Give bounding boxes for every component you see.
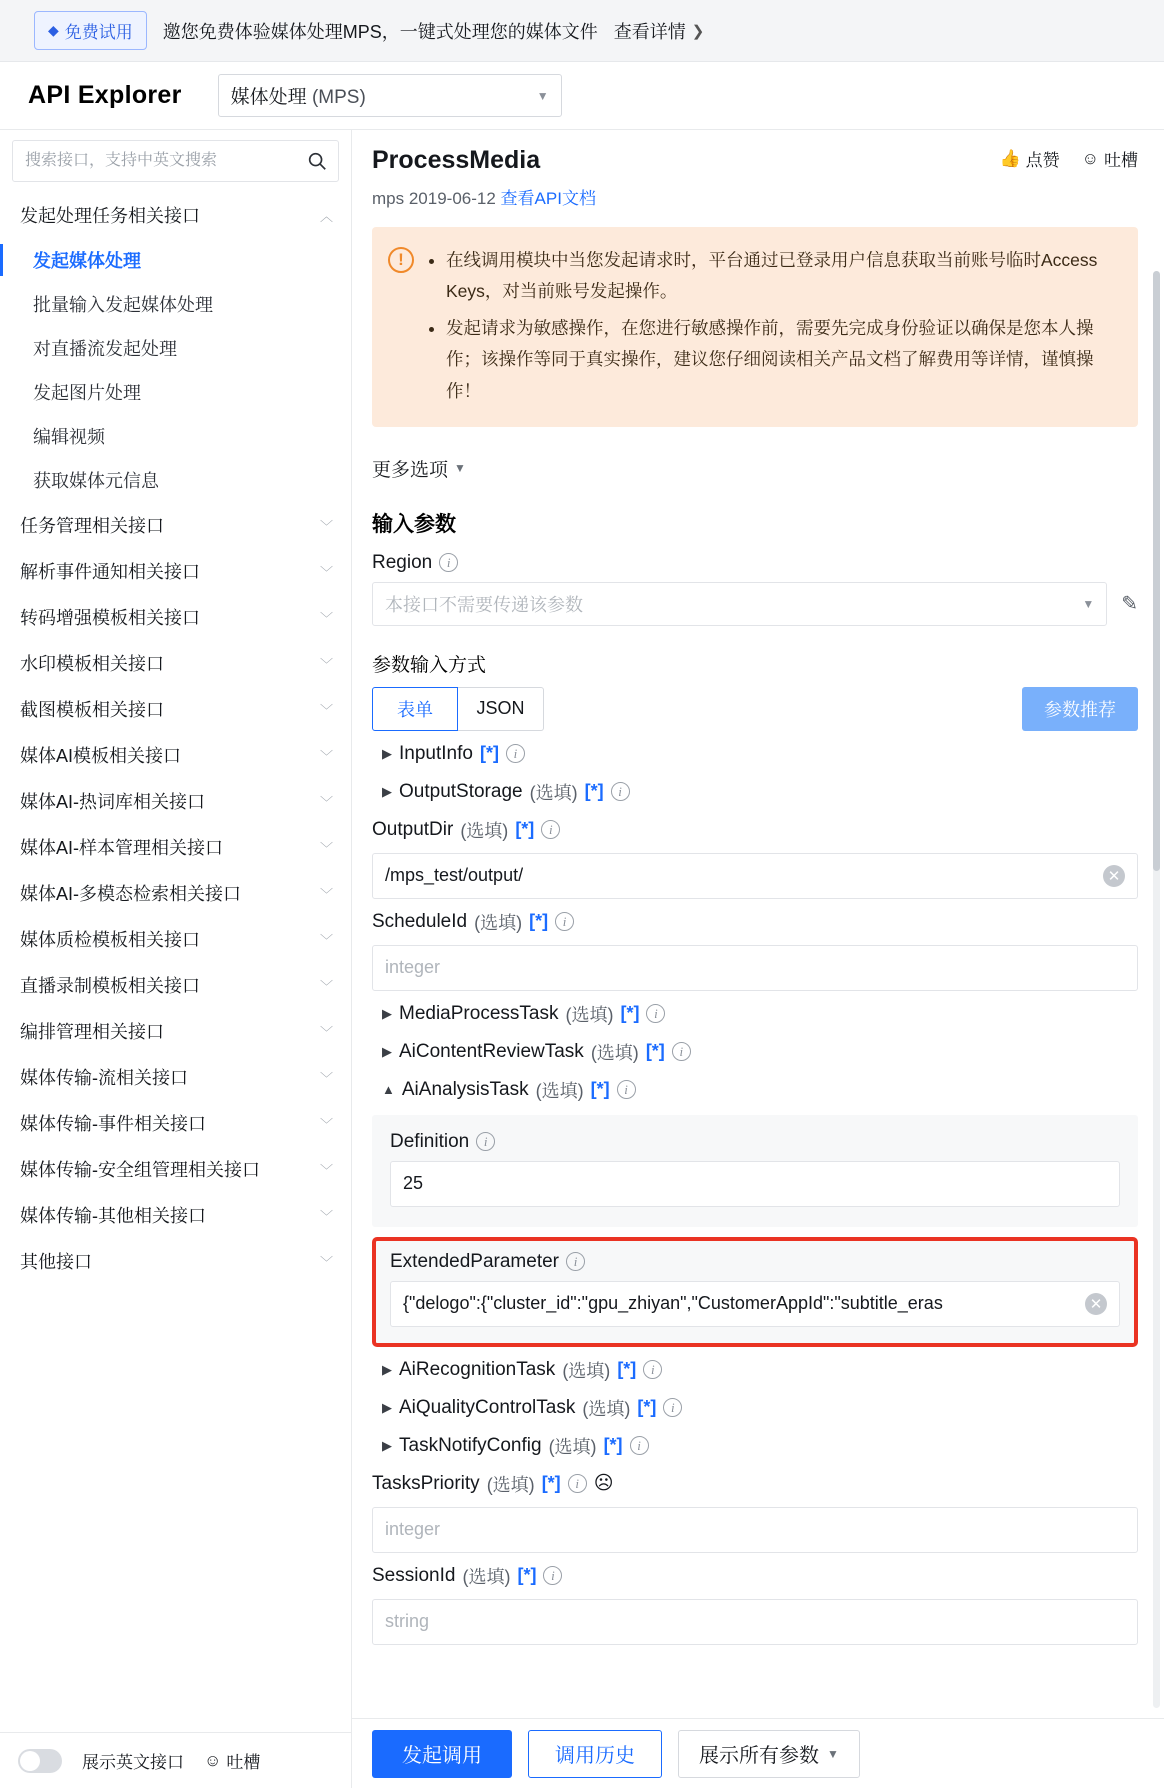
triangle-right-icon: ▶ bbox=[382, 1437, 392, 1453]
promo-text: 邀您免费体验媒体处理MPS，一键式处理您的媒体文件 bbox=[162, 21, 598, 42]
sidebar-item-label: 获取媒体元信息 bbox=[33, 471, 159, 491]
droplet-icon: ◆ bbox=[48, 22, 59, 38]
outputdir-input[interactable] bbox=[372, 853, 1138, 899]
sidebar-group-7[interactable] bbox=[0, 778, 351, 824]
feedback-label: 吐槽 bbox=[1104, 151, 1138, 170]
info-icon[interactable]: i bbox=[476, 1132, 495, 1151]
param-optional: (选填) bbox=[562, 1360, 611, 1381]
info-icon[interactable]: i bbox=[646, 1004, 665, 1023]
param-scheduleid-label-row bbox=[372, 907, 1138, 937]
app-header bbox=[0, 62, 1164, 130]
required-marker: [*] bbox=[584, 781, 604, 802]
definition-input[interactable] bbox=[390, 1161, 1120, 1207]
page-title: API Explorer bbox=[28, 81, 182, 109]
sidebar-group-label: 媒体传输-其他相关接口 bbox=[20, 1206, 206, 1226]
chevron-down-icon: ﹀ bbox=[319, 518, 333, 534]
chevron-down-icon: ﹀ bbox=[319, 840, 333, 856]
triangle-down-icon: ▲ bbox=[382, 1082, 395, 1098]
param-optional: (选填) bbox=[565, 1004, 614, 1025]
chevron-down-icon: ▼ bbox=[1082, 596, 1095, 611]
sidebar-group-label: 截图模板相关接口 bbox=[20, 700, 164, 720]
api-doc-link[interactable]: 查看API文档 bbox=[500, 189, 596, 208]
param-label: OutputStorage bbox=[399, 780, 523, 802]
param-label: SessionId bbox=[372, 1564, 456, 1586]
sidebar-item-describe-media-metadata[interactable] bbox=[0, 458, 351, 502]
definition-label-row bbox=[390, 1131, 1120, 1153]
triangle-right-icon: ▶ bbox=[382, 1005, 392, 1021]
sidebar bbox=[0, 130, 352, 1788]
required-marker: [*] bbox=[541, 1473, 561, 1494]
required-marker: [*] bbox=[529, 911, 549, 932]
sidebar-group-label: 编排管理相关接口 bbox=[20, 1022, 164, 1042]
show-all-params-button[interactable] bbox=[678, 1730, 860, 1778]
triangle-right-icon: ▶ bbox=[382, 1043, 392, 1059]
required-marker: [*] bbox=[620, 1003, 640, 1024]
param-label: OutputDir bbox=[372, 818, 454, 840]
api-service-version: mps 2019-06-12 bbox=[372, 189, 496, 208]
required-marker: [*] bbox=[603, 1435, 623, 1456]
sidebar-group-label: 直播录制模板相关接口 bbox=[20, 976, 200, 996]
promo-badge-label: 免费试用 bbox=[64, 23, 133, 42]
chevron-down-icon: ﹀ bbox=[319, 886, 333, 902]
sidebar-group-label: 媒体质检模板相关接口 bbox=[20, 930, 200, 950]
sidebar-group-8[interactable] bbox=[0, 824, 351, 870]
scheduleid-placeholder: integer bbox=[385, 957, 441, 978]
smiley-icon: ☺ bbox=[1081, 148, 1099, 168]
param-optional: (选填) bbox=[548, 1436, 597, 1457]
chevron-down-icon: ﹀ bbox=[319, 564, 333, 580]
aianalysistask-body bbox=[372, 1115, 1138, 1227]
param-label: ScheduleId bbox=[372, 910, 468, 932]
param-label: AiQualityControlTask bbox=[399, 1396, 576, 1418]
english-api-toggle[interactable] bbox=[18, 1749, 62, 1773]
param-tasknotifyconfig[interactable] bbox=[372, 1431, 1138, 1461]
sidebar-group-14[interactable] bbox=[0, 1100, 351, 1146]
submit-button[interactable]: 发起调用 bbox=[372, 1730, 512, 1778]
sidebar-group-0[interactable] bbox=[0, 192, 351, 238]
taskspriority-input[interactable] bbox=[372, 1507, 1138, 1553]
region-row bbox=[372, 582, 1138, 626]
param-outputstorage[interactable] bbox=[372, 777, 1138, 807]
sidebar-group-label: 任务管理相关接口 bbox=[20, 516, 164, 536]
sidebar-group-10[interactable] bbox=[0, 916, 351, 962]
smiley-icon: ☺ bbox=[204, 1750, 222, 1770]
search-box[interactable] bbox=[12, 140, 339, 182]
sidebar-item-process-media[interactable] bbox=[0, 238, 351, 282]
extendedparameter-value: {"delogo":{"cluster_id":"gpu_zhiyan","CustomerAppId":"subtitle_eras bbox=[403, 1293, 943, 1314]
tab-json[interactable]: JSON bbox=[458, 687, 544, 731]
param-optional: (选填) bbox=[529, 782, 578, 803]
product-select-value: 媒体处理 bbox=[230, 87, 307, 108]
sidebar-item-label: 发起图片处理 bbox=[33, 383, 141, 403]
alert-item-2: • 发起请求为敏感操作，在您进行敏感操作前，需要先完成身份验证以确保是您本人操作；该操作等同于真实操作，建议您仔细阅读相关产品文档了解费用等详情，谨慎操作！ bbox=[446, 313, 1118, 406]
info-icon[interactable]: i bbox=[555, 912, 574, 931]
sidebar-group-5[interactable] bbox=[0, 686, 351, 732]
triangle-right-icon: ▶ bbox=[382, 1399, 392, 1415]
sidebar-feedback-button[interactable] bbox=[204, 1748, 260, 1773]
param-label: AiContentReviewTask bbox=[399, 1040, 584, 1062]
info-icon[interactable]: i bbox=[566, 1252, 585, 1271]
required-marker: [*] bbox=[617, 1359, 637, 1380]
sidebar-item-live-stream-process[interactable] bbox=[0, 326, 351, 370]
param-aiqualitycontroltask[interactable] bbox=[372, 1393, 1138, 1423]
input-params-title: 输入参数 bbox=[372, 512, 456, 536]
sidebar-group-6[interactable] bbox=[0, 732, 351, 778]
sidebar-search-wrap bbox=[0, 130, 351, 190]
promo-banner bbox=[0, 0, 1164, 62]
chevron-down-icon: ﹀ bbox=[319, 1116, 333, 1132]
sidebar-item-edit-media[interactable] bbox=[0, 414, 351, 458]
sidebar-group-4[interactable] bbox=[0, 640, 351, 686]
triangle-right-icon: ▶ bbox=[382, 783, 392, 799]
triangle-right-icon: ▶ bbox=[382, 745, 392, 761]
info-icon[interactable]: i bbox=[543, 1566, 562, 1585]
sidebar-item-batch-process-media[interactable] bbox=[0, 282, 351, 326]
chevron-up-icon: ︿ bbox=[319, 208, 333, 224]
triangle-right-icon: ▶ bbox=[382, 1361, 392, 1377]
sidebar-item-label: 对直播流发起处理 bbox=[33, 339, 177, 359]
outputdir-value: /mps_test/output/ bbox=[385, 865, 524, 886]
param-mediaprocesstask[interactable] bbox=[372, 999, 1138, 1029]
scrollbar-thumb[interactable] bbox=[1153, 271, 1160, 871]
sessionid-input[interactable] bbox=[372, 1599, 1138, 1645]
sessionid-placeholder: string bbox=[385, 1611, 430, 1632]
sidebar-group-17[interactable] bbox=[0, 1238, 351, 1284]
required-marker: [*] bbox=[637, 1397, 657, 1418]
sidebar-feedback-label: 吐槽 bbox=[226, 1753, 261, 1772]
chevron-down-icon: ﹀ bbox=[319, 702, 333, 718]
like-button[interactable] bbox=[999, 146, 1059, 171]
param-outputdir-label-row bbox=[372, 815, 1138, 845]
chevron-down-icon: ﹀ bbox=[319, 1254, 333, 1270]
info-icon[interactable]: i bbox=[630, 1436, 649, 1455]
param-label: TaskNotifyConfig bbox=[399, 1434, 542, 1456]
edit-icon[interactable]: ✎ bbox=[1121, 593, 1138, 616]
param-optional: (选填) bbox=[486, 1474, 535, 1495]
sidebar-item-label: 批量输入发起媒体处理 bbox=[33, 295, 213, 315]
clear-icon[interactable]: ✕ bbox=[1085, 1293, 1107, 1315]
history-button[interactable]: 调用历史 bbox=[528, 1730, 662, 1778]
api-name: ProcessMedia bbox=[372, 146, 541, 174]
info-icon[interactable]: i bbox=[506, 744, 525, 763]
sidebar-group-9[interactable] bbox=[0, 870, 351, 916]
product-select[interactable] bbox=[218, 74, 562, 117]
english-api-toggle-label: 展示英文接口 bbox=[82, 1753, 184, 1772]
search-icon bbox=[306, 150, 328, 172]
region-label-row bbox=[372, 552, 1138, 574]
region-label: Region bbox=[372, 551, 433, 573]
param-sessionid-label-row bbox=[372, 1561, 1138, 1591]
chevron-down-icon: ﹀ bbox=[319, 932, 333, 948]
param-optional: (选填) bbox=[535, 1080, 584, 1101]
param-optional: (选填) bbox=[590, 1042, 639, 1063]
sidebar-nav bbox=[0, 190, 351, 1732]
promo-link-label: 查看详情 bbox=[613, 21, 686, 42]
chevron-down-icon: ﹀ bbox=[319, 1208, 333, 1224]
sidebar-group-label: 发起处理任务相关接口 bbox=[20, 206, 200, 226]
chevron-right-icon: ❯ bbox=[691, 22, 705, 40]
info-icon[interactable]: i bbox=[439, 553, 458, 572]
sidebar-group-2[interactable] bbox=[0, 548, 351, 594]
extendedparameter-label: ExtendedParameter bbox=[390, 1250, 559, 1272]
sidebar-item-label: 编辑视频 bbox=[33, 427, 105, 447]
sidebar-group-label: 媒体传输-事件相关接口 bbox=[20, 1114, 206, 1134]
product-select-code: (MPS) bbox=[311, 87, 366, 108]
info-icon[interactable]: i bbox=[643, 1360, 662, 1379]
alert-item-1: • 在线调用模块中当您发起请求时，平台通过已登录用户信息获取当前账号临时Access Keys，对当前账号发起操作。 bbox=[446, 245, 1118, 307]
scheduleid-input[interactable] bbox=[372, 945, 1138, 991]
chevron-down-icon: ▼ bbox=[827, 1746, 839, 1761]
param-label: TasksPriority bbox=[372, 1472, 480, 1494]
more-options-toggle[interactable] bbox=[372, 455, 1138, 482]
sidebar-group-11[interactable] bbox=[0, 962, 351, 1008]
notice-alert bbox=[372, 227, 1138, 427]
sidebar-group-12[interactable] bbox=[0, 1008, 351, 1054]
param-label: AiRecognitionTask bbox=[399, 1358, 556, 1380]
search-input[interactable] bbox=[23, 151, 306, 171]
chevron-down-icon: ﹀ bbox=[319, 1024, 333, 1040]
sidebar-group-label: 媒体AI-多模态检索相关接口 bbox=[20, 884, 241, 904]
sidebar-footer bbox=[0, 1732, 351, 1788]
action-bar bbox=[352, 1718, 1164, 1788]
param-aianalysistask[interactable] bbox=[372, 1075, 1138, 1105]
info-icon[interactable]: i bbox=[672, 1042, 691, 1061]
required-marker: [*] bbox=[517, 1565, 537, 1586]
param-label: MediaProcessTask bbox=[399, 1002, 559, 1024]
chevron-down-icon: ▼ bbox=[536, 88, 549, 103]
promo-detail-link[interactable] bbox=[614, 18, 705, 44]
definition-label: Definition bbox=[390, 1130, 470, 1152]
extendedparameter-highlight bbox=[372, 1237, 1138, 1347]
chevron-down-icon: ﹀ bbox=[319, 610, 333, 626]
info-icon[interactable]: i bbox=[541, 820, 560, 839]
info-icon[interactable]: i bbox=[568, 1474, 587, 1493]
sidebar-group-label: 媒体AI-样本管理相关接口 bbox=[20, 838, 223, 858]
show-all-params-label: 展示所有参数 bbox=[699, 1745, 819, 1767]
info-icon[interactable]: i bbox=[663, 1398, 682, 1417]
param-aicontentreviewtask[interactable] bbox=[372, 1037, 1138, 1067]
sad-face-icon: ☹ bbox=[593, 1473, 614, 1495]
param-mode-row bbox=[372, 687, 1138, 731]
param-mode-tabs bbox=[372, 687, 544, 731]
required-marker: [*] bbox=[590, 1079, 610, 1100]
app-body bbox=[0, 130, 1164, 1788]
thumbs-up-icon: 👍 bbox=[999, 148, 1021, 168]
param-airecognitiontask[interactable] bbox=[372, 1355, 1138, 1385]
chevron-down-icon: ﹀ bbox=[319, 748, 333, 764]
chevron-down-icon: ﹀ bbox=[319, 794, 333, 810]
chevron-down-icon: ﹀ bbox=[319, 1162, 333, 1178]
tab-form[interactable]: 表单 bbox=[372, 687, 458, 731]
clear-icon[interactable]: ✕ bbox=[1103, 865, 1125, 887]
param-recommend-button[interactable]: 参数推荐 bbox=[1022, 687, 1138, 731]
extendedparameter-label-row bbox=[390, 1251, 1120, 1273]
param-taskspriority-label-row bbox=[372, 1469, 1138, 1499]
api-meta bbox=[372, 184, 596, 209]
info-icon[interactable]: i bbox=[611, 782, 630, 801]
like-label: 点赞 bbox=[1025, 151, 1060, 170]
sidebar-group-label: 媒体传输-安全组管理相关接口 bbox=[20, 1160, 260, 1180]
required-marker: [*] bbox=[645, 1041, 665, 1062]
info-icon[interactable]: i bbox=[617, 1080, 636, 1099]
param-optional: (选填) bbox=[460, 820, 509, 841]
definition-value: 25 bbox=[403, 1173, 424, 1194]
param-optional: (选填) bbox=[474, 912, 523, 933]
sidebar-group-13[interactable] bbox=[0, 1054, 351, 1100]
main-panel bbox=[352, 130, 1164, 1788]
param-mode-label: 参数输入方式 bbox=[372, 654, 487, 676]
param-label: AiAnalysisTask bbox=[401, 1078, 529, 1100]
sidebar-group-label: 其他接口 bbox=[20, 1252, 92, 1272]
more-options-label: 更多选项 bbox=[372, 459, 449, 481]
feedback-button[interactable] bbox=[1082, 146, 1138, 171]
sidebar-group-label: 媒体AI-热词库相关接口 bbox=[20, 792, 206, 812]
sidebar-item-image-process[interactable] bbox=[0, 370, 351, 414]
sidebar-group-label: 转码增强模板相关接口 bbox=[20, 608, 200, 628]
param-optional: (选填) bbox=[582, 1398, 631, 1419]
param-label: InputInfo bbox=[399, 742, 473, 764]
promo-badge bbox=[34, 11, 147, 50]
required-marker: [*] bbox=[515, 819, 535, 840]
sidebar-group-label: 解析事件通知相关接口 bbox=[20, 562, 200, 582]
chevron-down-icon: ﹀ bbox=[319, 1070, 333, 1086]
param-optional: (选填) bbox=[462, 1566, 511, 1587]
chevron-down-icon: ﹀ bbox=[319, 978, 333, 994]
taskspriority-placeholder: integer bbox=[385, 1519, 441, 1540]
main-scroll-area bbox=[352, 219, 1164, 1718]
sidebar-group-3[interactable] bbox=[0, 594, 351, 640]
required-marker: [*] bbox=[479, 743, 499, 764]
sidebar-group-label: 媒体AI模板相关接口 bbox=[20, 746, 182, 766]
sidebar-group-1[interactable] bbox=[0, 502, 351, 548]
chevron-down-icon: ▼ bbox=[454, 461, 466, 476]
chevron-down-icon: ﹀ bbox=[319, 656, 333, 672]
region-select[interactable] bbox=[372, 582, 1107, 626]
main-header bbox=[352, 130, 1164, 219]
sidebar-group-label: 水印模板相关接口 bbox=[20, 654, 164, 674]
extendedparameter-input[interactable] bbox=[390, 1281, 1120, 1327]
sidebar-group-label: 媒体传输-流相关接口 bbox=[20, 1068, 188, 1088]
sidebar-item-label: 发起媒体处理 bbox=[33, 251, 141, 271]
sidebar-group-16[interactable] bbox=[0, 1192, 351, 1238]
region-select-value: 本接口不需要传递该参数 bbox=[385, 594, 583, 615]
param-inputinfo[interactable] bbox=[372, 739, 1138, 769]
warning-icon: ! bbox=[388, 247, 414, 273]
sidebar-group-15[interactable] bbox=[0, 1146, 351, 1192]
